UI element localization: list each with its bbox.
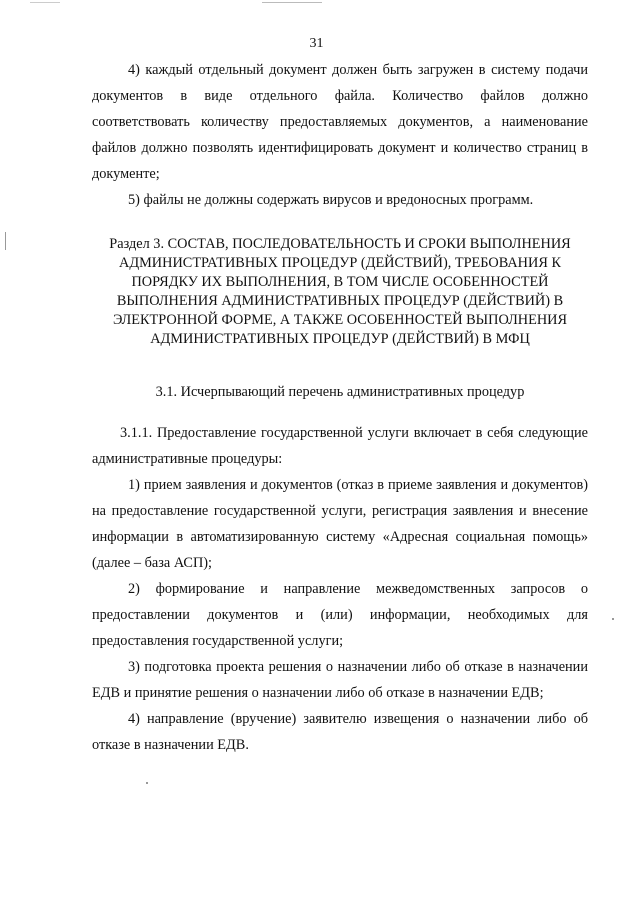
paragraph-intro: 3.1.1. Предоставление государственной услуги включает в себя следующие административные процедуры: <box>92 425 588 467</box>
scan-speck <box>612 618 614 620</box>
section-heading-line: Раздел 3. СОСТАВ, ПОСЛЕДОВАТЕЛЬНОСТЬ И СРОКИ ВЫПОЛНЕНИЯ <box>109 236 571 252</box>
paragraph-item-4: 4) направление (вручение) заявителю извещения о назначении либо об отказе в назначении ЕДВ. <box>92 711 588 753</box>
section-heading-line: ЭЛЕКТРОННОЙ ФОРМЕ, А ТАКЖЕ ОСОБЕННОСТЕЙ ВЫПОЛНЕНИЯ <box>112 312 568 328</box>
section-heading-line: АДМИНИСТРАТИВНЫХ ПРОЦЕДУР (ДЕЙСТВИЙ), ТРЕБОВАНИЯ К <box>119 255 561 271</box>
page-number: 31 <box>309 36 324 51</box>
scan-speck <box>5 232 6 250</box>
paragraph-item-1: 1) прием заявления и документов (отказ в приеме заявления и документов) на предоставление государственной услуги, регистрация заявления и внесение информации в автоматизированную систему «Адресная социальная помощь» (далее – база АСП); <box>92 477 588 571</box>
section-heading <box>92 235 588 349</box>
paragraph-block-procedures <box>92 420 588 758</box>
scan-speck <box>262 2 322 3</box>
section-heading-line: ПОРЯДКУ ИХ ВЫПОЛНЕНИЯ, В ТОМ ЧИСЛЕ ОСОБЕННОСТЕЙ <box>131 274 549 290</box>
scan-speck <box>30 2 60 3</box>
subsection-heading: 3.1. Исчерпывающий перечень административных процедур <box>155 384 525 400</box>
paragraph-item-2: 2) формирование и направление межведомственных запросов о предоставлении документов и (или) информации, необходимых для предоставления государственной услуги; <box>92 581 588 649</box>
paragraph-item-3: 3) подготовка проекта решения о назначении либо об отказе в назначении ЕДВ и принятие решения о назначении либо об отказе в назначении ЕДВ; <box>92 659 588 701</box>
paragraph-item-5: 5) файлы не должны содержать вирусов и вредоносных программ. <box>128 192 534 208</box>
section-heading-line: ВЫПОЛНЕНИЯ АДМИНИСТРАТИВНЫХ ПРОЦЕДУР (ДЕЙСТВИЙ) В <box>116 293 564 309</box>
paragraph-block-requirements <box>92 57 588 213</box>
scan-speck <box>146 782 148 784</box>
section-heading-line: АДМИНИСТРАТИВНЫХ ПРОЦЕДУР (ДЕЙСТВИЙ) В МФЦ <box>150 331 530 347</box>
paragraph-item-4: 4) каждый отдельный документ должен быть загружен в систему подачи документов в виде отдельного файла. Количество файлов должно соответствовать количеству предоставляемых документов, а наименование файлов должно позволять идентифицировать документ и количество страниц в документе; <box>92 62 588 182</box>
